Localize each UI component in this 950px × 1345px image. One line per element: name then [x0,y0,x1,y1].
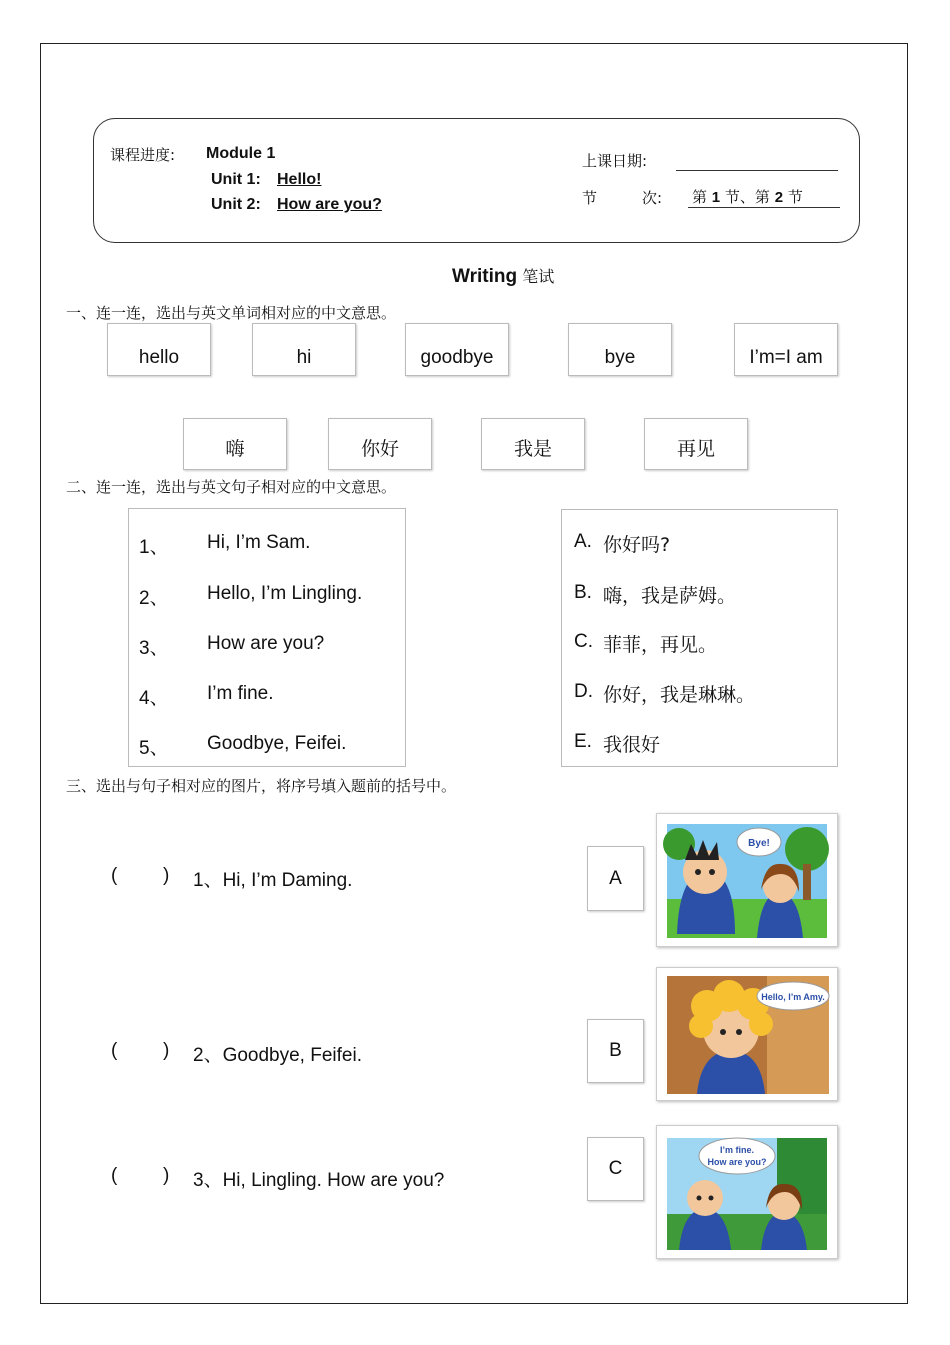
word-box-im: I’m=I am [734,323,838,376]
sentence-text: Hello, I’m Lingling. [207,583,363,604]
sentence-text: How are you? [207,633,325,654]
sentence-text: Hi, I’m Sam. [207,532,311,553]
answer-bracket-open: ( [111,1165,118,1186]
cartoon-scene-b-image [657,968,837,1100]
course-info-box [93,118,860,243]
cn-box-hai: 嗨 [183,418,287,470]
bubble-bye: Bye! [748,838,770,849]
word-box-hello: hello [107,323,211,376]
option-letter: B. [574,582,592,603]
option-text: 嗨，我是萨姆。 [603,585,737,607]
cartoon-scene-c-image [657,1126,837,1258]
progress-label: 课程进度: [110,146,176,164]
option-letter: A. [574,531,592,552]
sentence-num: 3、 [139,638,169,659]
session-label-a: 节 [582,189,598,207]
option-text: 你好吗? [603,534,671,556]
question-text: 2、Goodbye, Feifei. [193,1045,362,1066]
picture-c-how-are-you [656,1125,838,1259]
unit2-title: How are you? [277,196,382,213]
picture-a-bye [656,813,838,947]
section3-instruction: 三、选出与句子相对应的图片，将序号填入题前的括号中。 [66,777,457,795]
question-text: 3、Hi, Lingling. How are you? [193,1170,445,1191]
sentence-num: 4、 [139,688,169,709]
sentence-num: 5、 [139,738,169,759]
writing-title: Writing 笔试 [452,266,555,287]
sentence-num: 2、 [139,588,169,609]
sentence-num: 1、 [139,537,169,558]
answer-bracket-open: ( [111,1040,118,1061]
answer-bracket-close: ) [163,1165,170,1186]
answer-bracket-close: ) [163,865,170,886]
session-value: 第 1 节、第 2 节 [688,186,840,208]
cn-box-nihao: 你好 [328,418,432,470]
unit1-title: Hello! [277,171,322,188]
module-title: Module 1 [206,145,276,162]
picture-letter-b: B [587,1019,644,1083]
word-box-hi: hi [252,323,356,376]
cn-box-zaijian: 再见 [644,418,748,470]
section2-instruction: 二、连一连，选出与英文句子相对应的中文意思。 [66,478,397,496]
option-letter: E. [574,731,592,752]
picture-letter-c: C [587,1137,644,1201]
section1-instruction: 一、连一连，选出与英文单词相对应的中文意思。 [66,304,397,322]
sentence-text: I’m fine. [207,683,274,704]
option-text: 你好，我是琳琳。 [603,684,756,706]
cartoon-scene-a-image [657,814,837,946]
bubble-im-fine: I’m fine. [719,1145,755,1155]
unit2-label: Unit 2: [211,196,261,213]
picture-b-hello-amy [656,967,838,1101]
cn-box-woshi: 我是 [481,418,585,470]
date-line [676,170,838,171]
option-letter: C. [574,631,593,652]
session-label-b: 次: [642,189,663,207]
answer-bracket-open: ( [111,865,118,886]
bubble-how-are-you: How are you? [707,1157,767,1167]
word-box-goodbye: goodbye [405,323,509,376]
option-text: 我很好 [603,734,661,756]
sentence-text: Goodbye, Feifei. [207,733,347,754]
bubble-hello-amy: Hello, I’m Amy. [761,992,825,1002]
unit1-label: Unit 1: [211,171,261,188]
word-box-bye: bye [568,323,672,376]
date-label: 上课日期: [582,152,648,170]
picture-letter-a: A [587,846,644,911]
option-letter: D. [574,681,593,702]
option-text: 菲菲，再见。 [603,634,718,656]
answer-bracket-close: ) [163,1040,170,1061]
question-text: 1、Hi, I’m Daming. [193,870,353,891]
